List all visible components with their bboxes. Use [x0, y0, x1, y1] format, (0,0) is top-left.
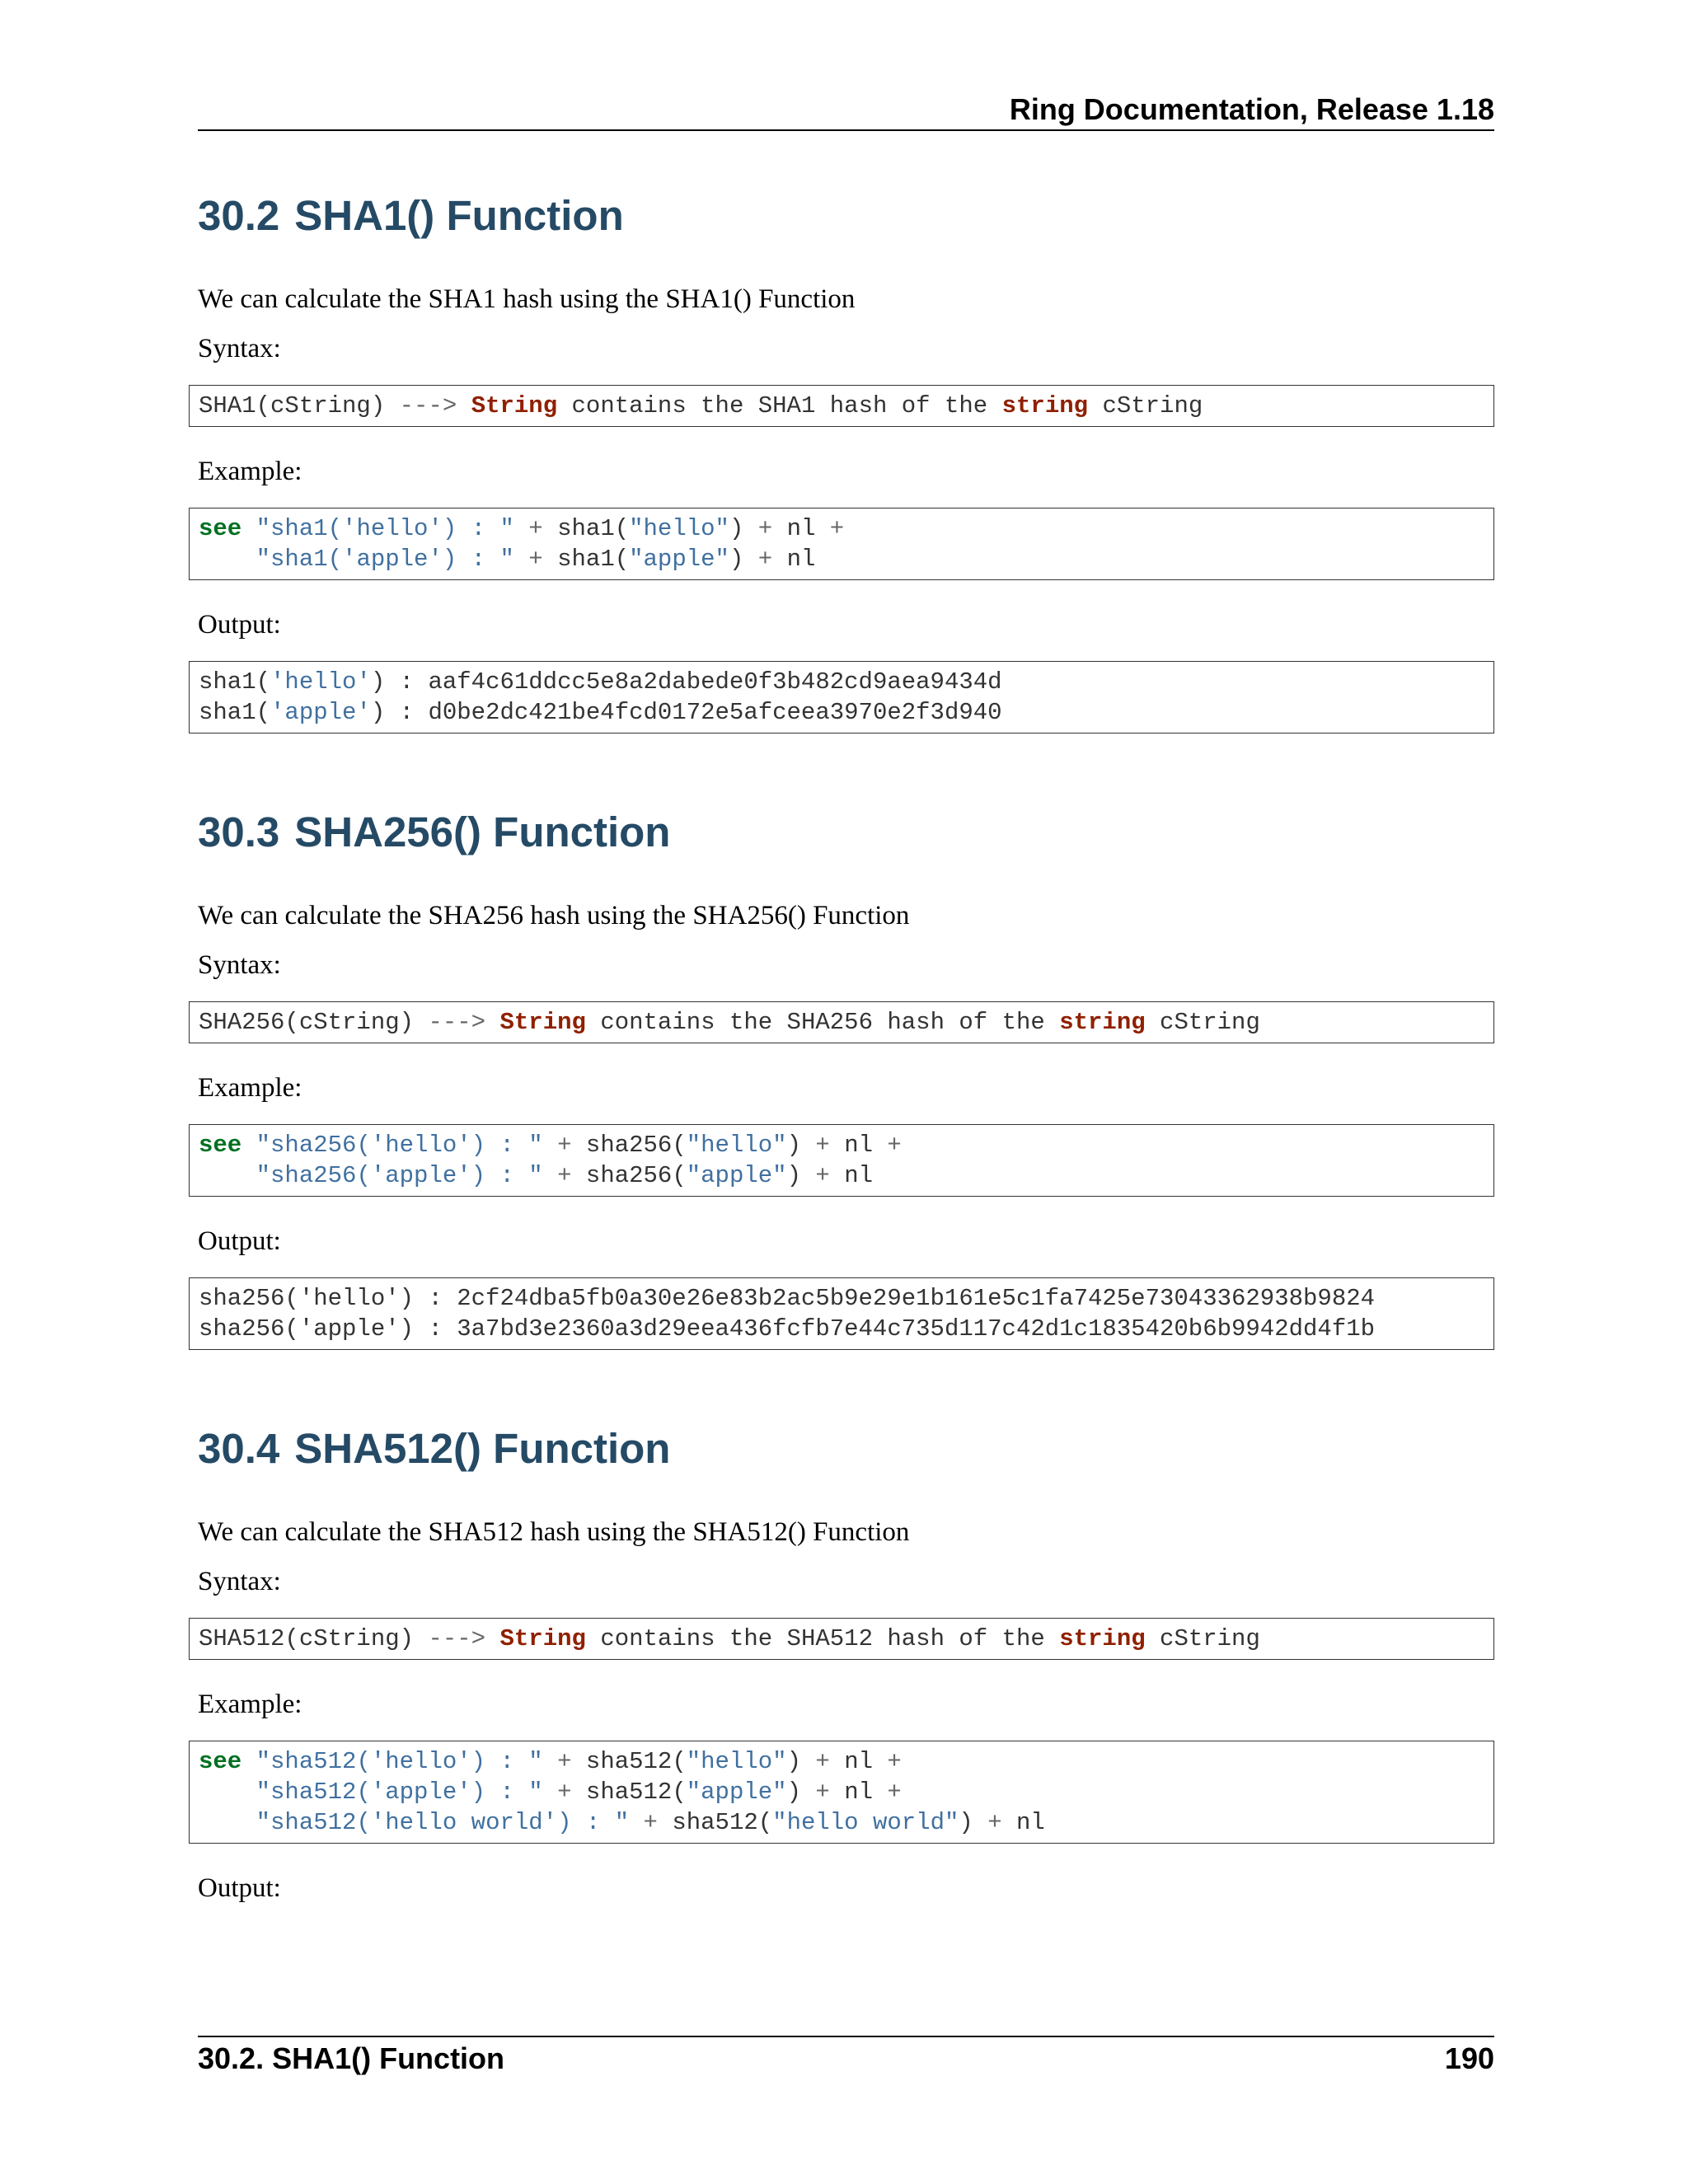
- code-line: see "sha256('hello') : " + sha256("hello") + nl +: [199, 1132, 902, 1159]
- footer-rule: [198, 2036, 1494, 2037]
- section-title: [198, 191, 624, 240]
- code-line: "sha512('apple') : " + sha512("apple") + nl +: [256, 1779, 902, 1806]
- example-code-block: [189, 508, 1494, 580]
- intro-paragraph: We can calculate the SHA1 hash using the SHA1() Function: [198, 284, 856, 314]
- running-header: Ring Documentation, Release 1.18: [1009, 92, 1494, 126]
- syntax-label: Syntax:: [198, 1567, 281, 1596]
- code-line: see "sha512('hello') : " + sha512("hello") + nl +: [199, 1748, 902, 1775]
- intro-paragraph: We can calculate the SHA512 hash using the SHA512() Function: [198, 1517, 910, 1547]
- example-label: Example:: [198, 457, 302, 486]
- page-number: 190: [1444, 2041, 1494, 2075]
- syntax-code-block: [189, 385, 1494, 427]
- section-heading-text: SHA256() Function: [294, 808, 671, 855]
- code-line: SHA1(cString) ---> String contains the SHA1 hash of the string cString: [199, 392, 1203, 419]
- section-title: [198, 808, 670, 856]
- code-line: sha256('apple') : 3a7bd3e2360a3d29eea436fcfb7e44c735d117c42d1c1835420b6b9942dd4f1b: [199, 1315, 1376, 1343]
- output-code-block: [189, 1277, 1494, 1350]
- section-number: 30.3: [198, 808, 280, 855]
- example-label: Example:: [198, 1690, 302, 1719]
- syntax-label: Syntax:: [198, 334, 281, 363]
- section-title: [198, 1424, 670, 1473]
- code-line: "sha1('apple') : " + sha1("apple") + nl: [256, 546, 816, 573]
- section-number: 30.2: [198, 192, 280, 239]
- header-rule: [198, 129, 1494, 131]
- output-label: Output:: [198, 1873, 281, 1903]
- code-line: see "sha1('hello') : " + sha1("hello") + nl +: [199, 515, 845, 542]
- example-code-block: [189, 1741, 1494, 1844]
- intro-paragraph: We can calculate the SHA256 hash using the SHA256() Function: [198, 901, 910, 930]
- code-line: SHA512(cString) ---> String contains the SHA512 hash of the string cString: [199, 1625, 1260, 1652]
- syntax-label: Syntax:: [198, 950, 281, 980]
- syntax-code-block: [189, 1001, 1494, 1043]
- code-line: "sha256('apple') : " + sha256("apple") + nl: [256, 1162, 874, 1189]
- code-line: sha1('apple') : d0be2dc421be4fcd0172e5afceea3970e2f3d940: [199, 699, 1002, 726]
- section-number: 30.4: [198, 1425, 280, 1472]
- code-line: SHA256(cString) ---> String contains the SHA256 hash of the string cString: [199, 1009, 1260, 1036]
- output-label: Output:: [198, 1226, 281, 1256]
- code-line: "sha512('hello world') : " + sha512("hello world") + nl: [256, 1809, 1045, 1836]
- output-code-block: [189, 661, 1494, 733]
- code-line: sha1('hello') : aaf4c61ddcc5e8a2dabede0f3b482cd9aea9434d: [199, 668, 1002, 696]
- example-label: Example:: [198, 1073, 302, 1103]
- example-code-block: [189, 1124, 1494, 1197]
- output-label: Output:: [198, 610, 281, 640]
- footer-section-title: 30.2. SHA1() Function: [198, 2041, 505, 2075]
- syntax-code-block: [189, 1618, 1494, 1660]
- code-line: sha256('hello') : 2cf24dba5fb0a30e26e83b2ac5b9e29e1b161e5c1fa7425e73043362938b9824: [199, 1285, 1376, 1312]
- section-heading-text: SHA512() Function: [294, 1425, 671, 1472]
- section-heading-text: SHA1() Function: [294, 192, 624, 239]
